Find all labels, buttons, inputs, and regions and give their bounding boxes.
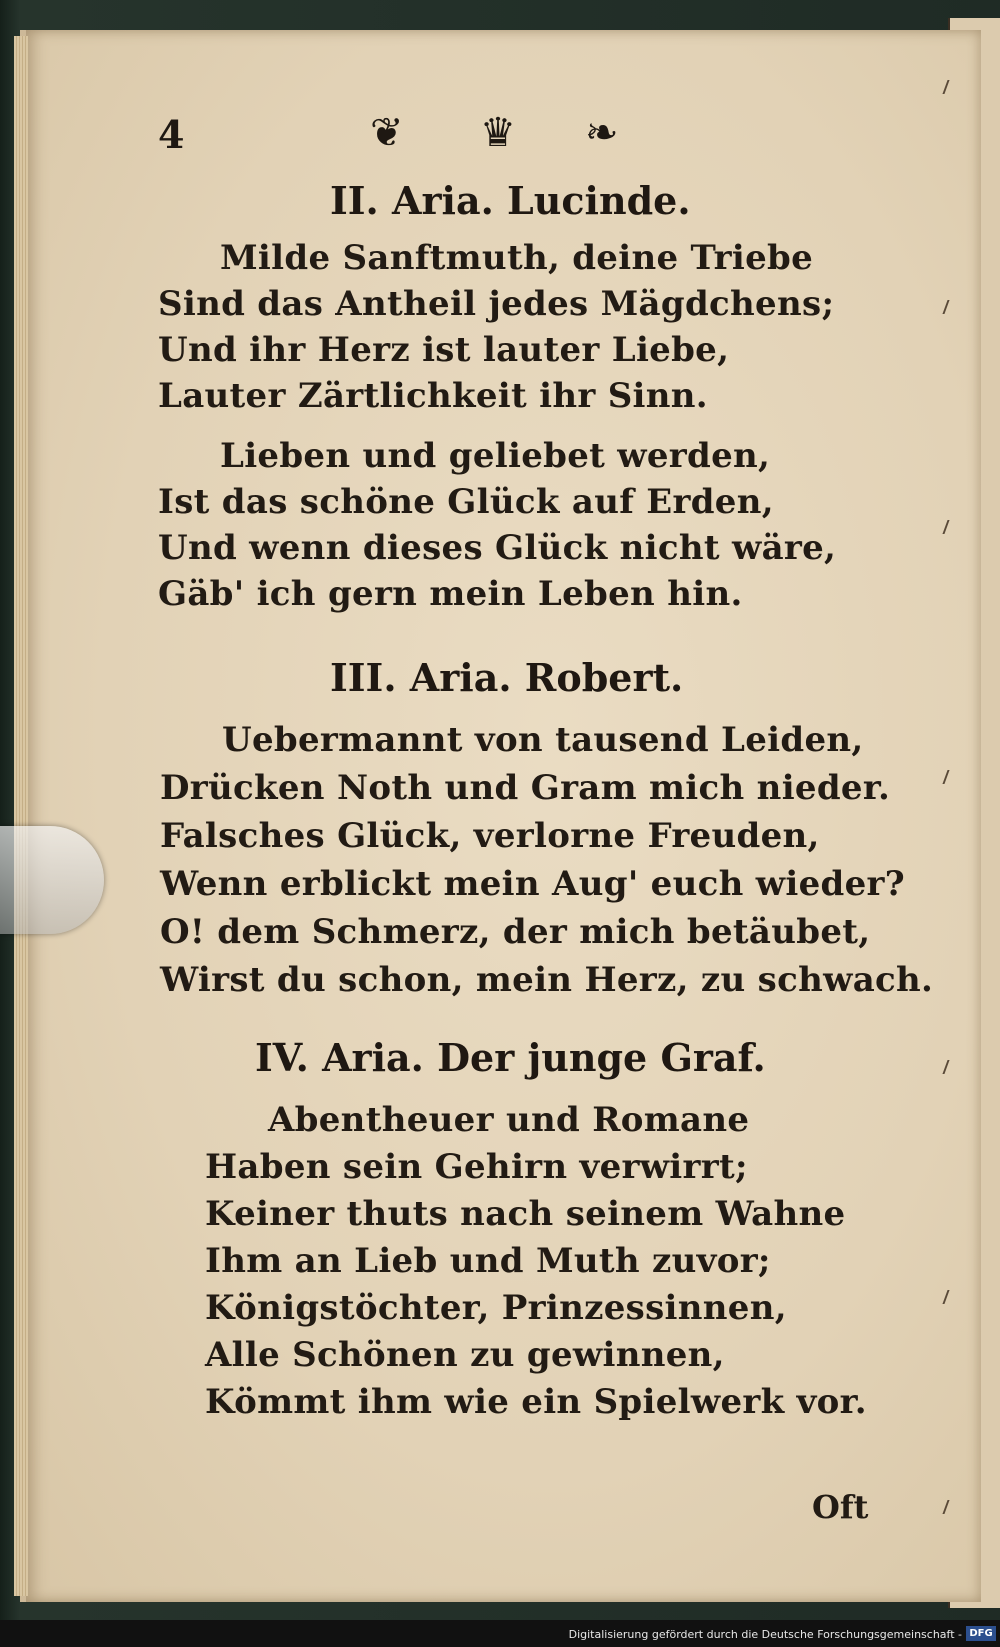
ornament-right-icon: ❧ xyxy=(585,110,619,156)
verse-line: Königstöchter, Prinzessinnen, xyxy=(205,1288,787,1328)
dfg-logo: DFG xyxy=(966,1626,996,1641)
verse-line: Falsches Glück, verlorne Freuden, xyxy=(160,816,820,856)
footer-credit: Digitalisierung gefördert durch die Deutsche Forschungsgemeinschaft - xyxy=(568,1628,962,1641)
verse-line: Lieben und geliebet werden, xyxy=(220,436,771,476)
page-stack-edge xyxy=(14,36,28,1596)
scanner-thumb-clip xyxy=(0,826,104,934)
verse-line: Drücken Noth und Gram mich nieder. xyxy=(160,768,891,808)
verse-line: Sind das Antheil jedes Mägdchens; xyxy=(158,284,835,324)
page-number: 4 xyxy=(158,112,185,157)
catchword: Oft xyxy=(812,1488,869,1526)
section-heading-iv: IV. Aria. Der junge Graf. xyxy=(255,1035,766,1080)
verse-line: Und ihr Herz ist lauter Liebe, xyxy=(158,330,730,370)
section-heading-ii: II. Aria. Lucinde. xyxy=(330,178,691,223)
verse-line: Abentheuer und Romane xyxy=(268,1100,750,1140)
verse-line: Keiner thuts nach seinem Wahne xyxy=(205,1194,846,1234)
verse-line: Gäb' ich gern mein Leben hin. xyxy=(158,574,743,614)
verse-line: Haben sein Gehirn verwirrt; xyxy=(205,1147,748,1187)
verse-line: Uebermannt von tausend Leiden, xyxy=(222,720,864,760)
verse-line: Ist das schöne Glück auf Erden, xyxy=(158,482,774,522)
verse-line: Lauter Zärtlichkeit ihr Sinn. xyxy=(158,376,708,416)
verse-line: Wirst du schon, mein Herz, zu schwach. xyxy=(160,960,934,1000)
section-heading-iii: III. Aria. Robert. xyxy=(330,655,684,700)
verse-line: Alle Schönen zu gewinnen, xyxy=(205,1335,725,1375)
verse-line: Milde Sanftmuth, deine Triebe xyxy=(220,238,814,278)
verse-line: Kömmt ihm wie ein Spielwerk vor. xyxy=(205,1382,867,1422)
verse-line: O! dem Schmerz, der mich betäubet, xyxy=(160,912,871,952)
verse-line: Wenn erblickt mein Aug' euch wieder? xyxy=(160,864,905,904)
ornament-left-icon: ❦ xyxy=(370,110,404,156)
verse-line: Ihm an Lieb und Muth zuvor; xyxy=(205,1241,771,1281)
verse-line: Und wenn dieses Glück nicht wäre, xyxy=(158,528,837,568)
ornament-crown-icon: ♛ xyxy=(480,110,516,156)
